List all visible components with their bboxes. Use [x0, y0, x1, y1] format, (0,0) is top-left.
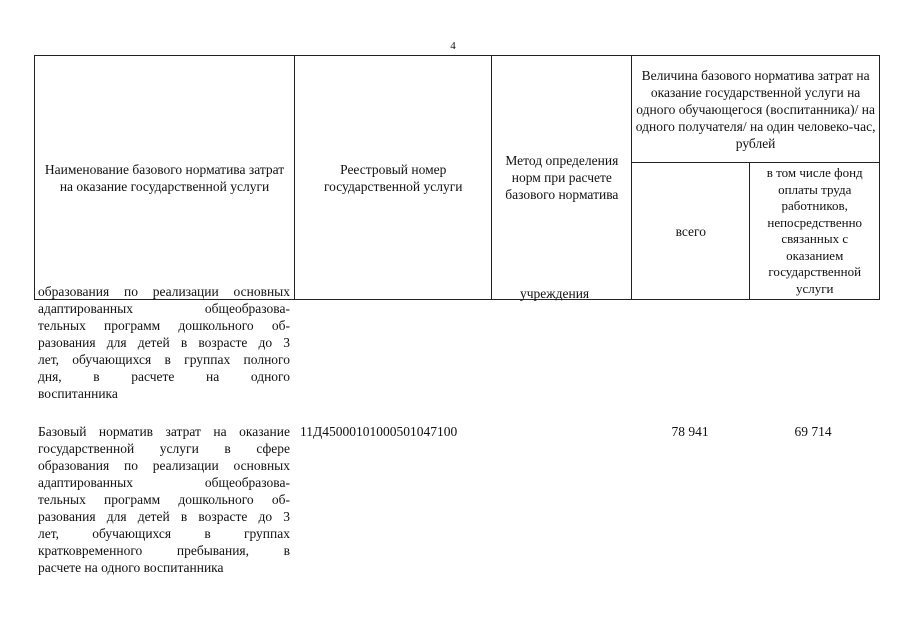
row-2-name: Базовый норматив затрат на оказание государственной услуги в сфере образования по реализации основных адаптированных общеобразова- тельных программ дошкольного об- разования для детей в возрасте до 3 лет, обучающихся в группах кратковременного пребывания, в расчете на одного воспитанника — [38, 424, 290, 575]
header-wage: в том числе фонд оплаты труда работников, непосредственно связанных с оказанием государственной услуги — [750, 163, 880, 300]
header-name: Наименование базового норматива затрат на оказание государственной услуги — [35, 56, 295, 300]
page-number: 4 — [450, 40, 456, 52]
row-1-method: учреждения — [520, 286, 590, 301]
row-2-registry: 11Д45000101000501047100 — [300, 424, 458, 439]
row-2-total: 78 941 — [671, 424, 709, 439]
row-1-name: образования по реализации основных адаптированных общеобразова- тельных программ дошкольного об- разования для детей в возрасте до 3 лет, обучающихся в группах полного дня, в расчете на одного воспитанника — [38, 284, 290, 401]
header-registry: Реестровый номер государственной услуги — [295, 56, 492, 300]
header-value: Величина базового норматива затрат на оказание государственной услуги на одного обучающегося (воспитанника)/ на одного получателя/ на один человеко-час, рублей — [632, 56, 880, 163]
header-method: Метод определения норм при расчете базового норматива — [492, 56, 632, 300]
row-2-wage: 69 714 — [794, 424, 832, 439]
header-total: всего — [632, 163, 750, 300]
